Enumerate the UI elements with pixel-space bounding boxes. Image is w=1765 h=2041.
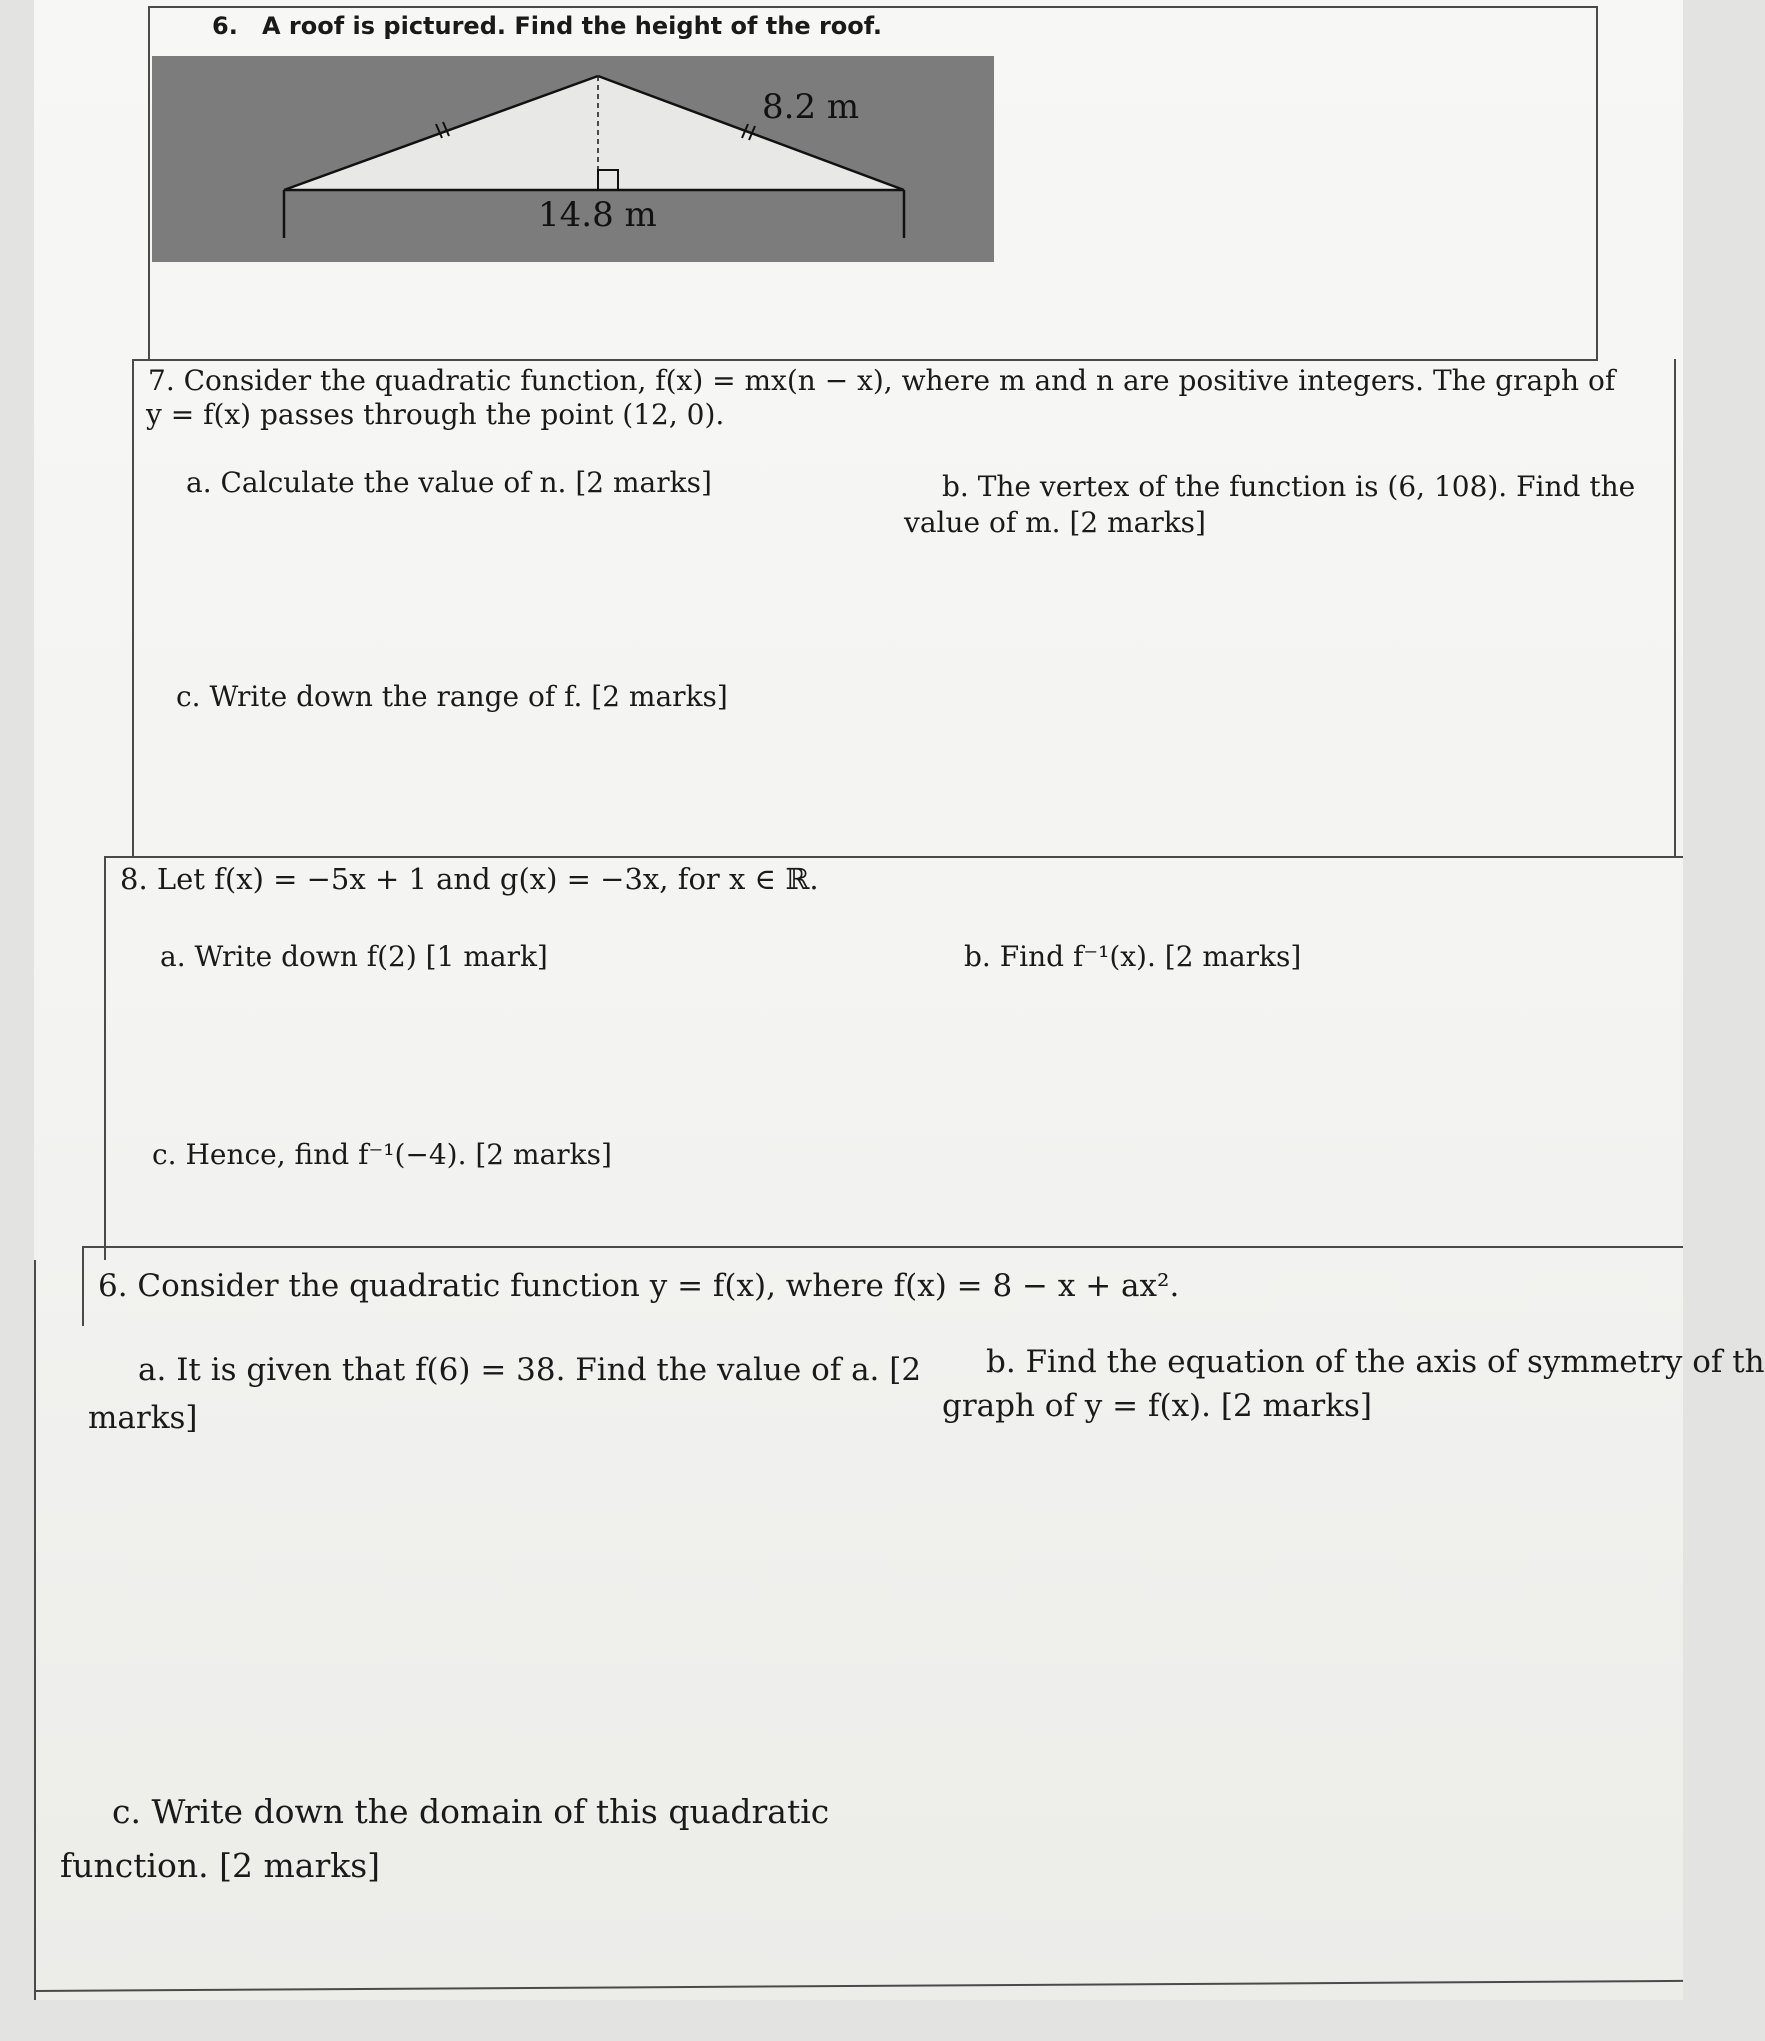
top-border	[148, 6, 1598, 8]
q8-part-b: b. Find f⁻¹(x). [2 marks]	[964, 940, 1302, 973]
q9-part-a-line1: a. It is given that f(6) = 38. Find the value of a. [2	[138, 1352, 922, 1388]
left-border-q9	[82, 1246, 84, 1326]
divider-q6-q7	[132, 359, 1598, 361]
left-border-q6	[148, 6, 150, 361]
q7-part-c: c. Write down the range of f. [2 marks]	[176, 680, 728, 713]
q6-number: 6.	[212, 12, 238, 40]
q7-part-a: a. Calculate the value of n. [2 marks]	[186, 466, 712, 499]
left-border-q8	[104, 856, 106, 1260]
q9-part-a-line2: marks]	[88, 1400, 198, 1436]
divider-q7-q8	[104, 856, 1683, 858]
q9-part-c-line2: function. [2 marks]	[60, 1846, 381, 1885]
q7-part-b-line2: value of m. [2 marks]	[904, 506, 1206, 539]
q8-part-c: c. Hence, find f⁻¹(−4). [2 marks]	[152, 1138, 612, 1171]
roof-diagram	[152, 56, 994, 262]
q9-part-c-line1: c. Write down the domain of this quadratic	[112, 1792, 830, 1831]
q8-stem: 8. Let f(x) = −5x + 1 and g(x) = −3x, for x ∈ ℝ.	[120, 862, 819, 896]
left-border-q7	[132, 359, 134, 857]
q7-stem-line2: y = f(x) passes through the point (12, 0).	[146, 398, 725, 431]
divider-q8-q9	[82, 1246, 1683, 1248]
q9-part-b-line1: b. Find the equation of the axis of symmetry of th	[986, 1344, 1765, 1380]
q7-part-b-line1: b. The vertex of the function is (6, 108). Find the	[942, 470, 1636, 503]
q7-stem-line1: 7. Consider the quadratic function, f(x) = mx(n − x), where m and n are positive integers. The graph of	[148, 364, 1616, 397]
q8-part-a: a. Write down f(2) [1 mark]	[160, 940, 548, 973]
q9-stem: 6. Consider the quadratic function y = f(x), where f(x) = 8 − x + ax².	[98, 1268, 1180, 1304]
right-border-q7	[1674, 359, 1676, 857]
worksheet-page	[34, 0, 1683, 2000]
q6-text: A roof is pictured. Find the height of the roof.	[262, 12, 883, 40]
q9-part-b-line2: graph of y = f(x). [2 marks]	[942, 1388, 1373, 1424]
left-border-lower	[34, 1260, 36, 2000]
slant-length-label: 8.2 m	[762, 87, 860, 127]
base-length-label: 14.8 m	[538, 195, 657, 235]
right-border-q6	[1596, 6, 1598, 361]
